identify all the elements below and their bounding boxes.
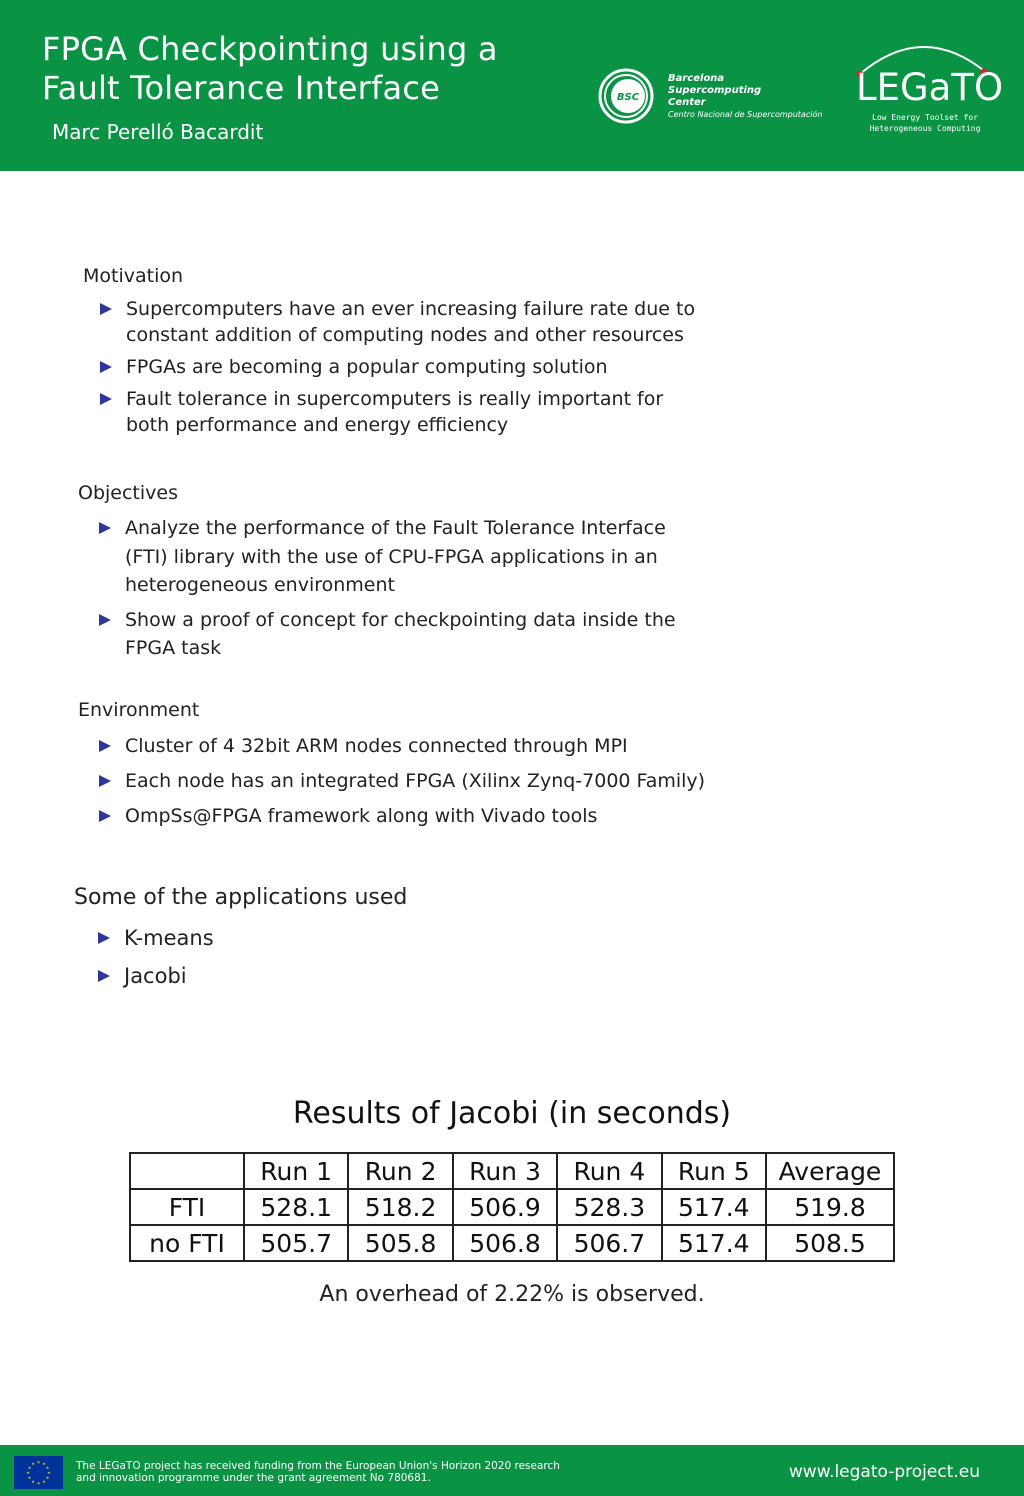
header-cell: Average — [766, 1153, 894, 1189]
row-label: FTI — [130, 1189, 244, 1225]
legato-tag-line-2: Heterogeneous Computing — [869, 124, 981, 133]
svg-text:★: ★ — [36, 1459, 41, 1465]
objectives-title: Objectives — [78, 482, 178, 504]
applications-title: Some of the applications used — [74, 885, 408, 910]
bullet-icon — [100, 361, 112, 373]
legato-tagline — [852, 112, 998, 134]
svg-text:★: ★ — [42, 1461, 46, 1466]
table-row — [130, 1225, 894, 1261]
table-cell: 518.2 — [348, 1189, 452, 1225]
environment-list — [95, 733, 755, 829]
bullet-icon — [100, 303, 112, 315]
svg-text:★: ★ — [31, 1461, 35, 1466]
bsc-line-3: Center — [668, 97, 706, 108]
poster-title — [42, 30, 498, 108]
list-item: Fault tolerance in supercomputers is really important for both performance and energy efficiency — [96, 386, 696, 438]
bsc-circle-icon — [598, 68, 654, 124]
header-cell: Run 3 — [453, 1153, 557, 1189]
table-header-row — [130, 1153, 894, 1189]
overhead-note: An overhead of 2.22% is observed. — [319, 1282, 705, 1307]
table-cell: 517.4 — [662, 1189, 766, 1225]
list-item: Each node has an integrated FPGA (Xilinx Zynq-7000 Family) — [95, 768, 755, 794]
svg-text:★: ★ — [45, 1475, 50, 1480]
bullet-icon — [99, 740, 111, 752]
table-cell: 528.3 — [557, 1189, 661, 1225]
table-cell: 505.8 — [348, 1225, 452, 1261]
funding-statement — [76, 1460, 596, 1484]
svg-text:★: ★ — [27, 1465, 32, 1470]
header-cell: Run 4 — [557, 1153, 661, 1189]
table-cell: 519.8 — [766, 1189, 894, 1225]
list-item: K-means — [94, 924, 494, 952]
table-cell: 506.9 — [453, 1189, 557, 1225]
footer-banner — [0, 1445, 1024, 1496]
header-cell — [130, 1153, 244, 1189]
results-table — [129, 1152, 895, 1262]
svg-text:★: ★ — [47, 1470, 51, 1475]
bsc-name — [668, 73, 761, 109]
bsc-logo — [598, 66, 838, 124]
svg-text:★: ★ — [27, 1475, 32, 1480]
table-row — [130, 1189, 894, 1225]
list-item: Analyze the performance of the Fault Tolerance Interface (FTI) library with the use of CPU-FPGA applications in an heterogeneous environment — [95, 514, 701, 600]
bullet-icon — [100, 393, 112, 405]
bullet-icon — [99, 810, 111, 822]
eu-flag-icon — [14, 1456, 63, 1489]
table-cell: 508.5 — [766, 1225, 894, 1261]
author-name: Marc Perelló Bacardit — [52, 120, 264, 144]
funding-line-1: The LEGaTO project has received funding from the European Union's Horizon 2020 research — [76, 1460, 560, 1472]
header-banner — [0, 0, 1024, 171]
table-cell: 505.7 — [244, 1225, 348, 1261]
title-line-2: Fault Tolerance Interface — [42, 69, 440, 107]
motivation-list — [96, 296, 696, 438]
bullet-icon — [99, 775, 111, 787]
list-item: OmpSs@FPGA framework along with Vivado tools — [95, 803, 755, 829]
table-cell: 506.8 — [453, 1225, 557, 1261]
table-cell: 506.7 — [557, 1225, 661, 1261]
bullet-icon — [99, 522, 111, 534]
objectives-list — [95, 514, 701, 663]
project-url[interactable]: www.legato-project.eu — [788, 1462, 980, 1482]
funding-line-2: and innovation programme under the grant agreement No 780681. — [76, 1472, 431, 1484]
bsc-subtitle: Centro Nacional de Supercomputación — [668, 110, 823, 119]
list-item: Jacobi — [94, 962, 494, 990]
svg-text:★: ★ — [31, 1479, 35, 1484]
bullet-icon — [98, 970, 110, 982]
table-cell: 528.1 — [244, 1189, 348, 1225]
legato-logo — [852, 38, 1004, 138]
bsc-abbr: BSC — [616, 92, 640, 103]
header-cell: Run 1 — [244, 1153, 348, 1189]
header-cell: Run 5 — [662, 1153, 766, 1189]
header-cell: Run 2 — [348, 1153, 452, 1189]
list-item: Supercomputers have an ever increasing failure rate due to constant addition of computing nodes and other resources — [96, 296, 696, 348]
legato-name: LEGaTO — [856, 66, 1004, 109]
motivation-title: Motivation — [83, 265, 184, 287]
list-item: Cluster of 4 32bit ARM nodes connected through MPI — [95, 733, 755, 759]
list-item: FPGAs are becoming a popular computing solution — [96, 354, 696, 380]
legato-tag-line-1: Low Energy Toolset for — [872, 113, 978, 122]
applications-list — [94, 924, 494, 990]
bullet-icon — [98, 932, 110, 944]
svg-text:★: ★ — [42, 1479, 46, 1484]
svg-text:★: ★ — [45, 1465, 50, 1470]
bsc-line-2: Supercomputing — [668, 85, 762, 96]
results-title: Results of Jacobi (in seconds) — [292, 1096, 732, 1131]
title-line-1: FPGA Checkpointing using a — [42, 30, 498, 68]
list-item: Show a proof of concept for checkpointing data inside the FPGA task — [95, 606, 701, 663]
bullet-icon — [99, 614, 111, 626]
bsc-line-1: Barcelona — [668, 73, 725, 84]
row-label: no FTI — [130, 1225, 244, 1261]
svg-text:★: ★ — [26, 1470, 30, 1475]
environment-title: Environment — [78, 699, 200, 721]
svg-text:★: ★ — [36, 1480, 41, 1486]
table-cell: 517.4 — [662, 1225, 766, 1261]
